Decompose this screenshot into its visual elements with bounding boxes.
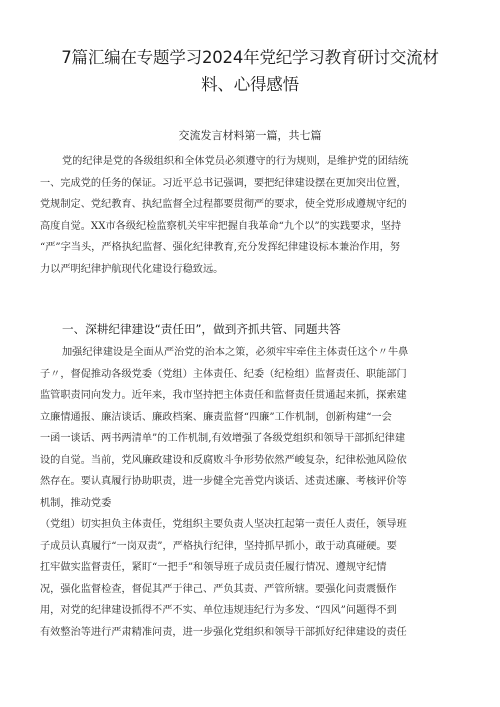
paragraph-line: 子〃，督促推动各级党委（党组）主体责任、纪委（纪检组）监督责任、职能部门 — [40, 368, 407, 380]
paragraph-line: 加强纪律建设是全面从严治党的治本之策，必须牢牢牵住主体责任这个〃牛鼻 — [62, 347, 409, 358]
paragraph-line: 一、完成党的任务的保证。习近平总书记强调，要把纪律建设摆在更加突出位置， — [40, 177, 407, 189]
section-heading: 一、深耕纪律建设“责任田”，做到齐抓共管、同题共答 — [62, 322, 341, 336]
paragraph-line: 然存在。要认真履行协助职责，进一步健全完善党内谈话、述责述廉、考核评价等 — [40, 476, 407, 487]
paragraph-intro — [40, 151, 468, 280]
paragraph-line: 扛牢做实监督责任，紧盯“一把手”和领导班子成员责任履行情况、遵规守纪情 — [40, 562, 387, 573]
paragraph-line: 监管职责同向发力。近年来，我市坚持把主体责任和监督责任贯通起来抓，探索建 — [40, 390, 407, 401]
document-title — [40, 44, 460, 98]
paragraph-line: 力以严明纪律护航现代化建设行稳致远。 — [40, 263, 224, 275]
paragraph-line: 党的纪律是党的各级组织和全体党员必须遵守的行为规则，是维护党的团结统 — [62, 156, 409, 167]
paragraph-line: “严”字当头，严格执纪监督、强化纪律教育,充分发挥纪律建设标本兼治作用，努 — [40, 242, 401, 253]
paragraph-line: 况，强化监督检查，督促其严于律己、严负其责、严管所辖。要强化问责震慑作 — [40, 583, 397, 595]
paragraph-section-one — [40, 342, 468, 643]
paragraph-line: 立廉情通报、廉洁谈话、廉政档案、廉责监督“四廉”工作机制，创新构建“一会 — [40, 411, 392, 423]
paragraph-line: 用，对党的纪律建设抓得不严不实、单位违规违纪行为多发、“四风”问题得不到 — [40, 605, 397, 616]
paragraph-line: 子成员认真履行“一岗双责”，严格执行纪律，坚持抓早抓小，敢于动真碰硬。要 — [40, 540, 397, 552]
paragraph-line: 党规制定、党纪教育、执纪监督全过程都要贯彻严的要求，使全党形成遵规守纪的 — [40, 199, 407, 210]
document-subtitle: 交流发言材料第一篇，共七篇 — [178, 129, 322, 142]
paragraph-line: 有效整治等进行严肃精准问责，进一步强化党组织和领导干部抓好纪律建设的责任 — [40, 626, 407, 638]
title-line: 料、心得感悟 — [201, 75, 299, 94]
paragraph-line: 高度自觉。XX市各级纪检监察机关牢牢把握自我革命“九个以”的实践要求，坚持 — [40, 220, 402, 232]
paragraph-line: （党组）切实担负主体责任，党组织主要负责人坚决扛起第一责任人责任，领导班 — [40, 519, 407, 530]
paragraph-line: 机制，推动党委 — [40, 497, 112, 509]
paragraph-line: 一函一谈话、两书两清单”的工作机制,有效增强了各级党组织和领导干部抓纪律建 — [40, 433, 406, 444]
paragraph-line: 设的自觉。当前，党风廉政建设和反腐败斗争形势依然严峻复杂，纪律松弛风险依 — [40, 454, 407, 466]
title-line: 7篇汇编在专题学习2024年党纪学习教育研讨交流材 — [61, 48, 439, 67]
